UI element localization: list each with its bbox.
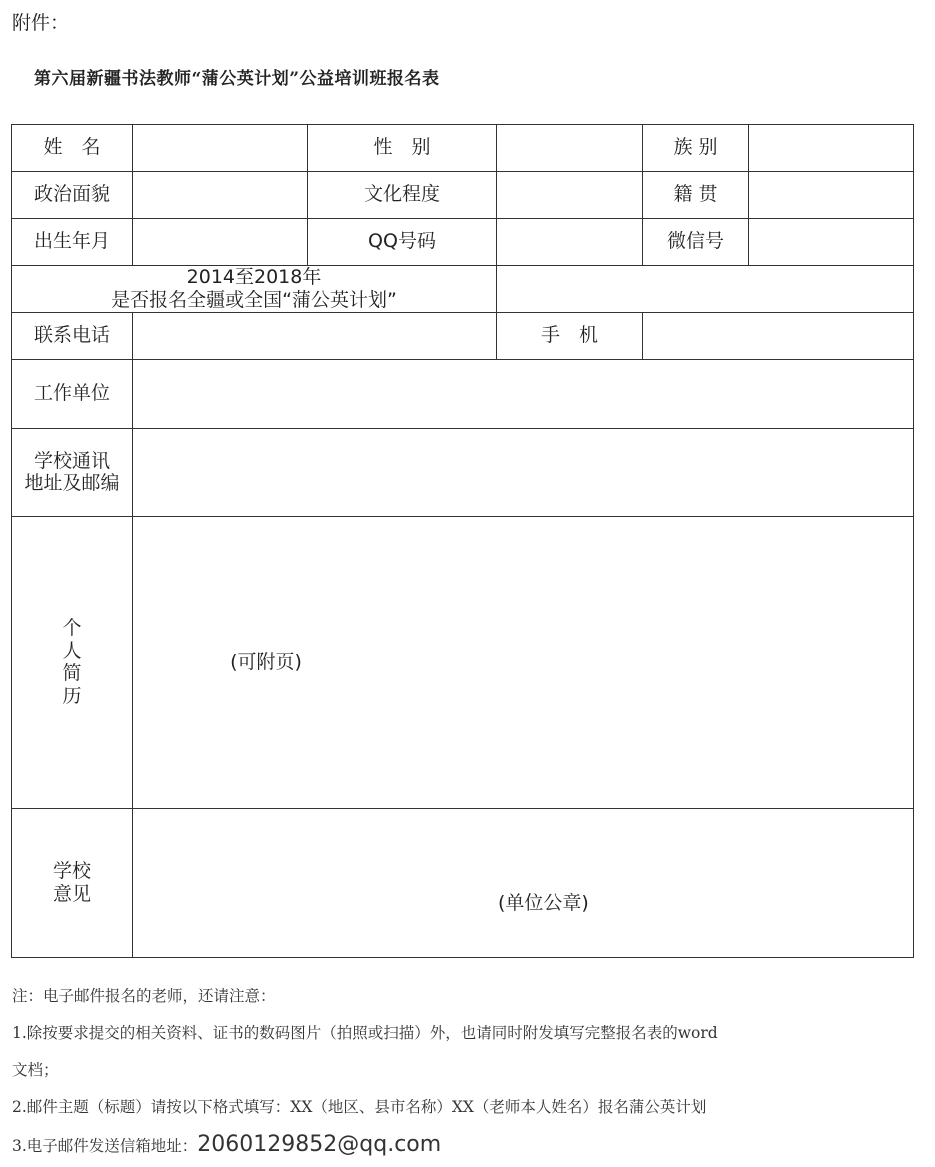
- opinion-field[interactable]: [133, 809, 914, 958]
- name-label: 姓 名: [12, 125, 133, 172]
- resume-note: (可附页): [230, 650, 302, 673]
- name-field[interactable]: [133, 125, 308, 172]
- notes-item3: [12, 1126, 927, 1165]
- address-label: [12, 429, 133, 517]
- gender-label: 性 别: [308, 125, 497, 172]
- history-label-line2: 是否报名全疆或全国“蒲公英计划”: [111, 288, 397, 311]
- resume-label: [12, 517, 133, 809]
- politics-label: 政治面貌: [12, 172, 133, 219]
- notes-section: [12, 978, 927, 1165]
- seal-note: (单位公章): [498, 892, 589, 914]
- resume-char: 人: [62, 639, 82, 662]
- opinion-label: [12, 809, 133, 958]
- address-field[interactable]: [133, 429, 914, 517]
- history-field[interactable]: [497, 266, 914, 313]
- resume-char: 历: [62, 685, 82, 708]
- opinion-label-line2: 意见: [52, 882, 91, 905]
- phone-field[interactable]: [133, 313, 497, 360]
- registration-form-table: [11, 124, 914, 958]
- wechat-field[interactable]: [749, 219, 914, 266]
- address-label-line2: 地址及邮编: [24, 472, 120, 495]
- politics-field[interactable]: [133, 172, 308, 219]
- history-label: [12, 266, 497, 313]
- ethnicity-field[interactable]: [749, 125, 914, 172]
- resume-label-text: [62, 617, 83, 708]
- history-label-line1: 2014至2018年: [186, 266, 322, 289]
- native-place-field[interactable]: [749, 172, 914, 219]
- resume-char: 简: [62, 662, 82, 685]
- address-label-text: [24, 450, 119, 496]
- phone-label: 联系电话: [12, 313, 133, 360]
- ethnicity-label: 族 别: [643, 125, 749, 172]
- wechat-label: 微信号: [643, 219, 749, 266]
- notes-item3-label: 3.电子邮件发送信箱地址：: [12, 1137, 198, 1155]
- notes-item1-line1: 1.除按要求提交的相关资料、证书的数码图片（拍照或扫描）外，也请同时附发填写完整报名表的word: [12, 1024, 718, 1042]
- native-place-label: 籍 贯: [643, 172, 749, 219]
- mobile-label: 手 机: [497, 313, 643, 360]
- notes-item2: 2.邮件主题（标题）请按以下格式填写：XX（地区、县市名称）XX（老师本人姓名）报名蒲公英计划: [12, 1098, 707, 1116]
- gender-field[interactable]: [497, 125, 643, 172]
- attachment-label: 附件：: [12, 12, 70, 34]
- notes-item1-line2: 文档；: [12, 1061, 59, 1079]
- history-label-text: [111, 266, 397, 312]
- birth-field[interactable]: [133, 219, 308, 266]
- education-field[interactable]: [497, 172, 643, 219]
- email-address[interactable]: 2060129852@qq.com: [197, 1132, 442, 1157]
- workplace-field[interactable]: [133, 360, 914, 429]
- opinion-label-text: [53, 860, 91, 906]
- address-label-line1: 学校通讯: [33, 449, 110, 472]
- notes-intro: 注：电子邮件报名的老师，还请注意：: [12, 987, 276, 1005]
- resume-char: 个: [62, 616, 82, 639]
- qq-label: QQ号码: [308, 219, 497, 266]
- form-title: 第六届新疆书法教师“蒲公英计划”公益培训班报名表: [34, 69, 440, 89]
- opinion-label-line1: 学校: [52, 860, 91, 883]
- workplace-label: 工作单位: [12, 360, 133, 429]
- qq-field[interactable]: [497, 219, 643, 266]
- education-label: 文化程度: [308, 172, 497, 219]
- resume-field[interactable]: [133, 517, 914, 809]
- birth-label: 出生年月: [12, 219, 133, 266]
- mobile-field[interactable]: [643, 313, 914, 360]
